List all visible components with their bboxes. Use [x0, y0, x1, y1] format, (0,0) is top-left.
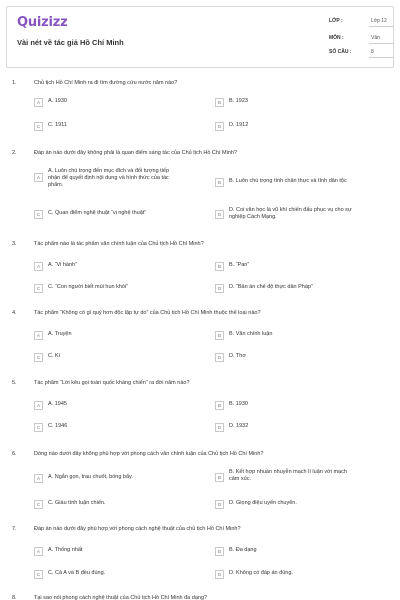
option-letter-box: D	[215, 500, 224, 509]
question-text: Tác phẩm “Lời kêu gọi toàn quốc kháng chiến” ra đời năm nào?	[34, 380, 190, 386]
question-text: Chủ tịch Hồ Chí Minh ra đi tìm đường cứu nước năm nào?	[34, 80, 178, 86]
option-text: D. Giọng điệu uyển chuyển.	[229, 500, 297, 506]
option-d[interactable]	[215, 207, 352, 220]
option-letter-box: B	[215, 401, 224, 410]
option-text: C. Cả A và B đều đúng.	[48, 570, 106, 576]
option-text: D. Không có đáp án đúng.	[229, 570, 293, 576]
option-text: A. 1945	[48, 401, 67, 407]
option-text: C. “Con người biết mùi hun khói”	[48, 284, 129, 290]
option-c[interactable]	[34, 423, 67, 433]
option-letter-box: A	[34, 474, 43, 483]
option-d[interactable]	[215, 284, 313, 294]
question-number: 6.	[12, 451, 17, 457]
option-letter-box: B	[215, 473, 224, 482]
option-letter-box: C	[34, 500, 43, 509]
question-text: Đáp án nào dưới đây phù hợp với phong cách nghệ thuật của chủ tịch Hồ Chí Minh?	[34, 526, 241, 532]
question-text: Tác phẩm “Không có gì quý hơn độc lập tự do” của Chủ tịch Hồ Chí Minh thuộc thể loại nào?	[34, 310, 261, 316]
option-letter-box: A	[34, 173, 43, 182]
option-b[interactable]	[215, 98, 248, 108]
option-letter-box: C	[34, 122, 43, 131]
option-text: D. 1932	[229, 423, 249, 429]
option-a[interactable]	[34, 547, 82, 557]
option-text: C. 1946	[48, 423, 68, 429]
option-c[interactable]	[34, 210, 146, 220]
option-letter-box: B	[215, 547, 224, 556]
option-text: D. Coi văn học là vũ khí chiến đấu phục vụ cho sự nghiệp Cách Mạng.	[229, 207, 352, 220]
worksheet-header	[6, 6, 394, 68]
option-letter-box: D	[215, 210, 224, 219]
option-text: B. “Pan”	[229, 262, 250, 268]
option-letter-box: A	[34, 98, 43, 107]
question-text: Dòng nào dưới đây không phù hợp với phong cách văn chính luận của Chủ tịch Hồ Chí Minh?	[34, 451, 264, 457]
option-text: A. Ngắn gọn, trau chuốt, bóng bẩy.	[48, 474, 133, 480]
option-letter-box: A	[34, 262, 43, 271]
option-text: A. 1930	[48, 98, 67, 104]
option-d[interactable]	[215, 500, 297, 510]
divider	[369, 57, 393, 58]
option-letter-box: D	[215, 122, 224, 131]
option-text: D. 1912	[229, 122, 249, 128]
option-letter-box: C	[34, 210, 43, 219]
option-c[interactable]	[34, 570, 105, 580]
option-a[interactable]	[34, 98, 67, 108]
option-d[interactable]	[215, 570, 293, 580]
option-a[interactable]	[34, 331, 72, 341]
option-letter-box: B	[215, 331, 224, 340]
option-d[interactable]	[215, 423, 248, 433]
question-text: Tại sao nói phong cách nghệ thuật của Chủ tịch Hồ Chí Minh đa dạng?	[34, 595, 208, 600]
question-text: Đáp án nào dưới đây không phải là quan điểm sáng tác của Chủ tịch Hồ Chí Minh?	[34, 150, 237, 156]
option-text: D. “Bản án chế độ thực dân Pháp”	[229, 284, 313, 290]
quizizz-logo: Quizizz	[17, 15, 68, 30]
class-value: Lớp 12	[371, 18, 387, 24]
option-b[interactable]	[215, 401, 248, 411]
option-letter-box: D	[215, 570, 224, 579]
option-text: C. Quan điểm nghệ thuật “vị nghệ thuật”	[48, 210, 147, 216]
question-text: Tác phẩm nào là tác phẩm văn chính luận của Chủ tịch Hồ Chí Minh?	[34, 241, 204, 247]
option-letter-box: C	[34, 353, 43, 362]
option-letter-box: D	[215, 423, 224, 432]
option-c[interactable]	[34, 284, 128, 294]
option-letter-box: C	[34, 423, 43, 432]
question-number: 1.	[12, 80, 17, 86]
option-text: B. 1923	[229, 98, 248, 104]
option-text: A. Truyện	[48, 331, 72, 337]
option-b[interactable]	[215, 178, 347, 188]
option-text: A. Luôn chú trọng đến mục đích và đối tượng tiếp nhận để quyết định nội dung và hình thức của tác phẩm.	[48, 168, 170, 188]
worksheet-title: Vài nét về tác giả Hồ Chí Minh	[17, 38, 124, 47]
option-letter-box: C	[34, 284, 43, 293]
question-number: 4.	[12, 310, 17, 316]
subject-label: MÔN :	[329, 35, 344, 41]
divider	[369, 26, 393, 27]
option-b[interactable]	[215, 469, 347, 482]
question-number: 3.	[12, 241, 17, 247]
option-letter-box: A	[34, 547, 43, 556]
option-c[interactable]	[34, 122, 67, 132]
subject-value: Văn	[371, 35, 380, 41]
class-label: LỚP :	[329, 18, 343, 24]
option-text: B. 1930	[229, 401, 248, 407]
option-b[interactable]	[215, 547, 257, 557]
option-letter-box: C	[34, 570, 43, 579]
option-b[interactable]	[215, 262, 249, 272]
option-text: C. Kí	[48, 353, 61, 359]
option-text: D. Thơ	[229, 353, 246, 359]
option-c[interactable]	[34, 500, 105, 510]
option-letter-box: B	[215, 262, 224, 271]
option-text: C. Giàu tính luận chiến.	[48, 500, 106, 506]
option-letter-box: D	[215, 284, 224, 293]
option-a[interactable]	[34, 401, 67, 411]
option-text: A. “Vi hành”	[48, 262, 77, 268]
question-count-value: 8	[371, 49, 374, 55]
divider	[369, 43, 393, 44]
option-text: B. Văn chính luận	[229, 331, 273, 337]
question-number: 2.	[12, 150, 17, 156]
option-letter-box: B	[215, 98, 224, 107]
option-d[interactable]	[215, 122, 248, 132]
option-c[interactable]	[34, 353, 60, 363]
option-a[interactable]	[34, 474, 133, 484]
option-text: B. Kết hợp nhuần nhuyễn mạch lí luận với mạch cảm xúc.	[229, 469, 347, 482]
option-text: C. 1911	[48, 122, 67, 128]
option-letter-box: A	[34, 401, 43, 410]
option-b[interactable]	[215, 331, 272, 341]
option-a[interactable]	[34, 262, 77, 272]
option-letter-box: B	[215, 178, 224, 187]
option-text: A. Thống nhất	[48, 547, 83, 553]
option-a[interactable]	[34, 168, 170, 188]
question-count-label: SỐ CÂU :	[329, 49, 352, 55]
question-number: 5.	[12, 380, 17, 386]
option-letter-box: A	[34, 331, 43, 340]
question-number: 8.	[12, 595, 17, 600]
option-text: B. Đa dạng	[229, 547, 257, 553]
option-text: B. Luôn chú trọng tính chân thực và tính dân tộc	[229, 178, 347, 184]
option-letter-box: D	[215, 353, 224, 362]
option-d[interactable]	[215, 353, 246, 363]
question-number: 7.	[12, 526, 17, 532]
